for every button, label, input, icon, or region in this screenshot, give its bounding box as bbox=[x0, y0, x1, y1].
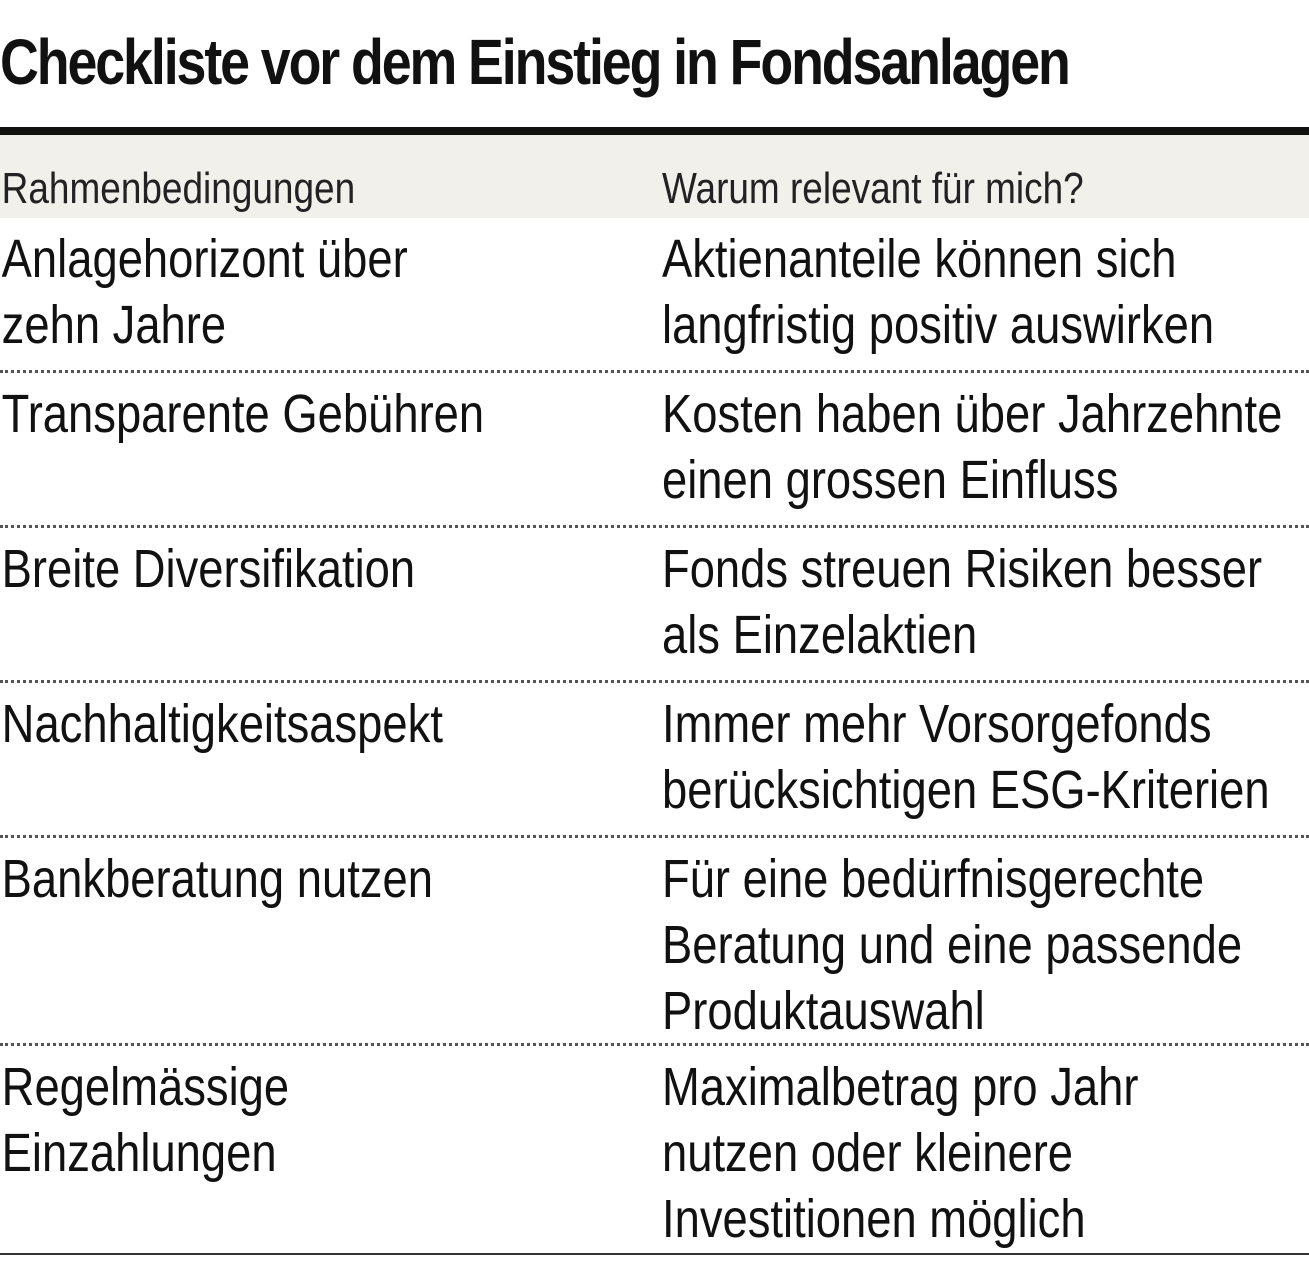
table-row bbox=[0, 683, 1309, 838]
reason-line: langfristig positiv auswirken bbox=[662, 295, 1215, 355]
reason-line: nutzen oder kleinere bbox=[662, 1123, 1074, 1183]
reason-line: Maximalbetrag pro Jahr bbox=[662, 1057, 1139, 1117]
page-title: Checkliste vor dem Einstieg in Fondsanlagen bbox=[0, 26, 1069, 98]
condition-line: Anlagehorizont über bbox=[1, 229, 408, 289]
reason-cell bbox=[662, 1046, 1205, 1253]
reason-line: Kosten haben über Jahrzehnte bbox=[662, 384, 1283, 444]
checklist-table bbox=[0, 135, 1309, 1255]
reason-cell bbox=[662, 528, 1263, 680]
column-header-conditions: Rahmenbedingungen bbox=[1, 164, 356, 213]
table-header-row bbox=[0, 135, 1309, 218]
table-row bbox=[0, 218, 1309, 373]
condition-line: zehn Jahre bbox=[1, 295, 227, 355]
reason-cell bbox=[662, 373, 1283, 525]
condition-cell bbox=[0, 1046, 556, 1253]
condition-line: Bankberatung nutzen bbox=[1, 849, 433, 909]
condition-line: Einzahlungen bbox=[1, 1123, 277, 1183]
condition-line: Nachhaltigkeitsaspekt bbox=[1, 694, 443, 754]
reason-line: Investitionen möglich bbox=[662, 1189, 1086, 1249]
condition-cell bbox=[0, 838, 556, 1043]
condition-cell bbox=[0, 528, 556, 680]
condition-line: Transparente Gebühren bbox=[1, 384, 485, 444]
table-row bbox=[0, 1046, 1309, 1255]
title-divider bbox=[0, 127, 1309, 135]
condition-cell bbox=[0, 683, 556, 835]
column-header-relevance: Warum relevant für mich? bbox=[662, 164, 1084, 213]
reason-line: Produktauswahl bbox=[662, 981, 985, 1041]
table-row bbox=[0, 528, 1309, 683]
reason-line: einen grossen Einfluss bbox=[662, 450, 1119, 510]
reason-line: Beratung und eine passende bbox=[662, 915, 1243, 975]
condition-line: Regelmässige bbox=[1, 1057, 290, 1117]
reason-cell bbox=[662, 838, 1243, 1043]
reason-line: berücksichtigen ESG-Kriterien bbox=[662, 760, 1270, 820]
reason-line: Immer mehr Vorsorgefonds bbox=[662, 694, 1212, 754]
condition-cell bbox=[0, 373, 556, 525]
reason-cell bbox=[662, 218, 1215, 370]
reason-line: Fonds streuen Risiken besser bbox=[662, 539, 1263, 599]
condition-cell bbox=[0, 218, 556, 370]
reason-line: als Einzelaktien bbox=[662, 605, 978, 665]
table-row bbox=[0, 838, 1309, 1046]
condition-line: Breite Diversifikation bbox=[1, 539, 416, 599]
reason-line: Aktienanteile können sich bbox=[662, 229, 1177, 289]
reason-cell bbox=[662, 683, 1270, 835]
reason-line: Für eine bedürfnisgerechte bbox=[662, 849, 1205, 909]
table-row bbox=[0, 373, 1309, 528]
